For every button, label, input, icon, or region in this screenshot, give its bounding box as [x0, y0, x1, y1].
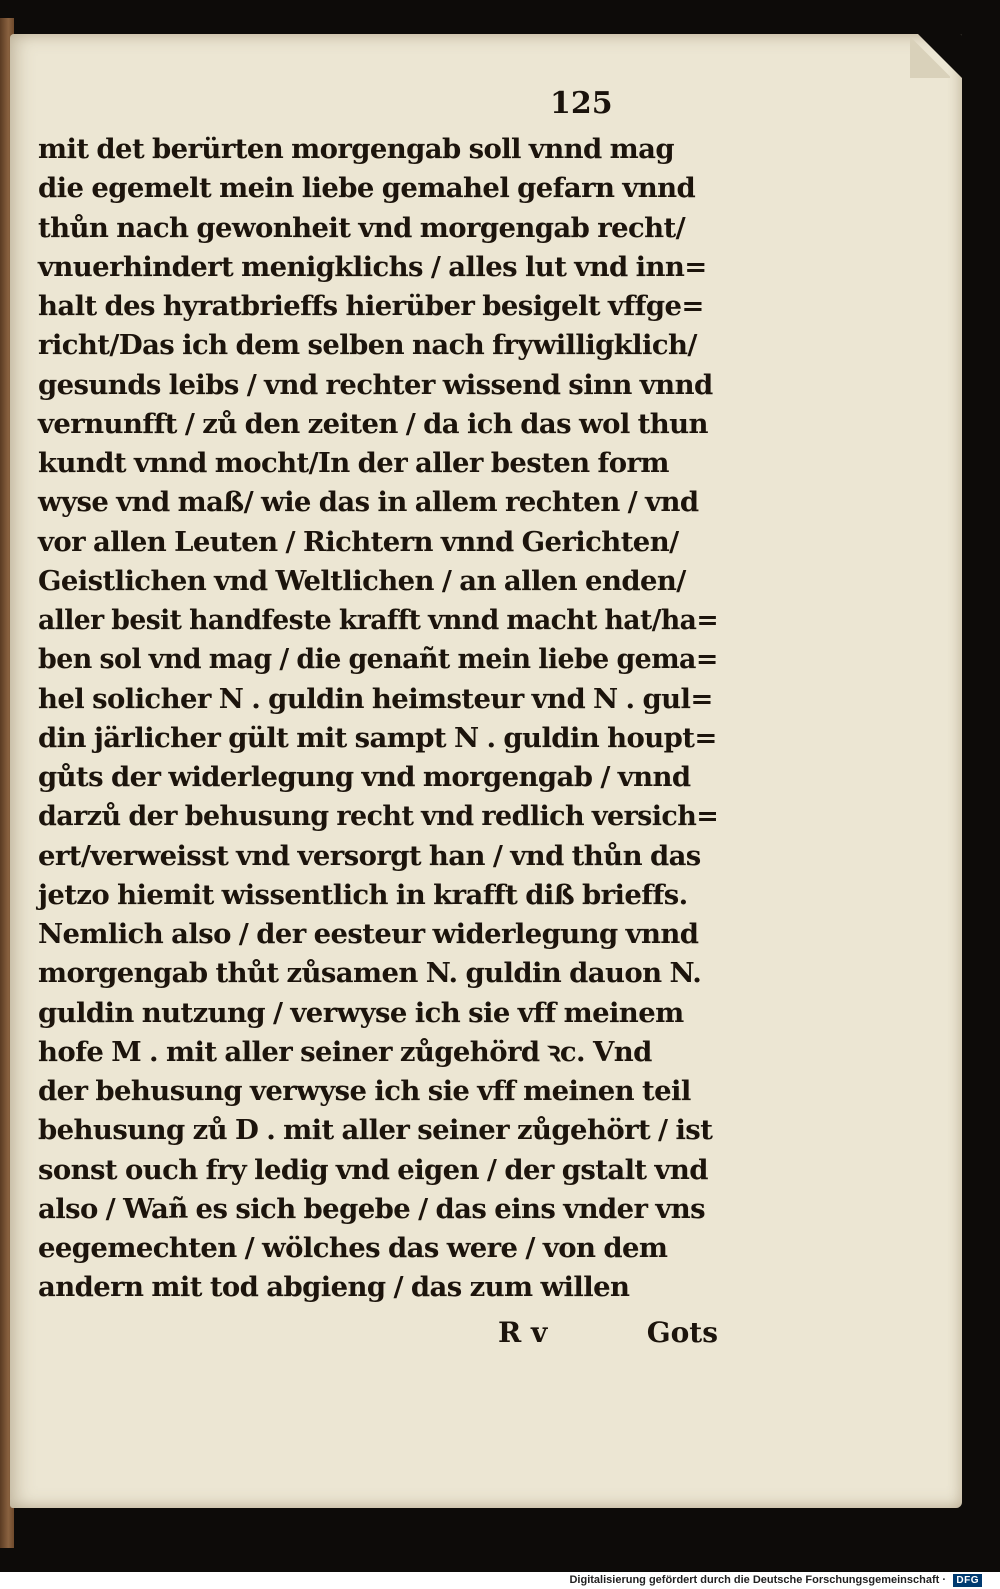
text-line: darzů der behusung recht vnd redlich versich= — [38, 800, 719, 833]
text-line: aller besit handfeste krafft vnnd macht hat/ha= — [38, 604, 719, 636]
text-line: morgengab thůt zůsamen N. guldin dauon N. — [38, 957, 702, 990]
text-line: wyse vnd maß/ wie das in allem rechten / vnd — [38, 486, 699, 519]
text-block — [38, 130, 718, 1308]
text-line: vernunfft / zů den zeiten / da ich das wol thun — [38, 407, 708, 440]
text-line: thůn nach gewonheit vnd morgengab recht/ — [38, 211, 686, 244]
text-line: andern mit tod abgieng / das zum willen — [38, 1271, 630, 1304]
text-line: eegemechten / wölches das were / von dem — [38, 1232, 668, 1264]
text-line: hel solicher N . guldin heimsteur vnd N . gul= — [38, 682, 713, 715]
signature-mark: R v — [498, 1316, 548, 1349]
text-line: der behusung verwyse ich sie vff meinen teil — [38, 1075, 691, 1107]
text-line: behusung zů D . mit aller seiner zůgehört / ist — [38, 1114, 713, 1147]
footer-line — [38, 1316, 718, 1356]
text-line: gesunds leibs / vnd rechter wissend sinn vnnd — [38, 368, 713, 401]
text-line: vor allen Leuten / Richtern vnnd Gerichten/ — [38, 525, 679, 558]
text-line: sonst ouch fry ledig vnd eigen / der gstalt vnd — [38, 1153, 708, 1186]
text-line: Nemlich also / der eesteur widerlegung vnnd — [38, 918, 699, 950]
funding-credit: Digitalisierung gefördert durch die Deutsche Forschungsgemeinschaft · — [569, 1574, 946, 1586]
text-line: die egemelt mein liebe gemahel gefarn vnnd — [38, 172, 696, 205]
text-line: Geistlichen vnd Weltlichen / an allen enden/ — [38, 564, 686, 597]
text-line: ben sol vnd mag / die genañt mein liebe gema= — [38, 643, 718, 676]
digitization-footer — [0, 1572, 1000, 1589]
text-line: halt des hyratbrieffs hierüber besigelt vffge= — [38, 290, 704, 322]
text-line: vnuerhindert menigklichs / alles lut vnd inn= — [38, 250, 707, 283]
text-line: richt/Das ich dem selben nach frywilligklich/ — [38, 329, 697, 362]
text-line: din järlicher gült mit sampt N . guldin houpt= — [38, 721, 717, 754]
text-line: kundt vnnd mocht/In der aller besten form — [38, 447, 669, 479]
catchword: Gots — [646, 1316, 718, 1349]
text-line: guldin nutzung / verwyse ich sie vff meinem — [38, 996, 684, 1029]
text-line: gůts der widerlegung vnd morgengab / vnnd — [38, 761, 691, 793]
page-corner — [916, 34, 962, 80]
text-line: jetzo hiemit wissentlich in krafft diß brieffs. — [38, 878, 688, 911]
dfg-logo: DFG — [953, 1574, 982, 1587]
page-number: 125 — [550, 86, 613, 121]
text-line: ert/verweisst vnd versorgt han / vnd thůn das — [38, 839, 701, 872]
book-page — [10, 34, 962, 1508]
text-line: also / Wañ es sich begebe / das eins vnder vns — [38, 1192, 706, 1225]
text-line: hofe M . mit aller seiner zůgehörd ꝛc. Vnd — [38, 1035, 652, 1068]
text-line: mit det berürten morgengab soll vnnd mag — [38, 133, 674, 165]
